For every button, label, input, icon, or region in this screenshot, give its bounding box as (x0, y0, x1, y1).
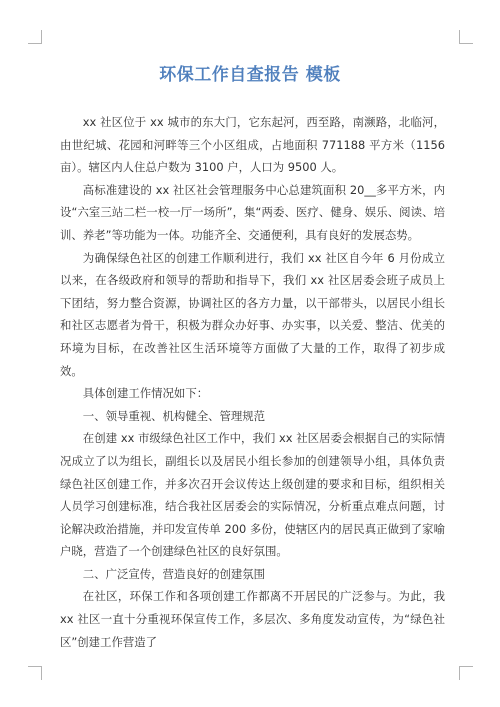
document-body (60, 111, 445, 653)
corner-crop-mark-top-left (28, 30, 42, 44)
paragraph-publicity: 在社区，环保工作和各项创建工作都离不开居民的广泛参与。为此，我 xx 社区一直十分重视环保宣传工作，多层次、多角度发动宣传，为“绿色社区”创建工作营造了 (60, 589, 445, 649)
paragraph-leadership: 在创建 xx 市级绿色社区工作中，我们 xx 社区居委会根据自己的实际情况成立了以为组长，副组长以及居民小组长参加的创建领导小组，具体负责绿色社区创建工作，并多次召开会议传达上级创建的要求和目标，组织相关人员学习创建标准，结合我社区居委会的实际情况，分析重点难点问题，讨论解决政治措施，并印发宣传单 200 多份，使辖区内的居民真正做到了家喻户晓，营造了一个创建绿色社区的良好氛围。 (60, 431, 445, 559)
paragraph-service-center: 高标准建设的 xx 社区社会管理服务中心总建筑面积 20__多平方米，内设“六室三站二栏一校一厅一场所”，集“两委、医疗、健身、娱乐、阅读、培训、养老”等功能为一体。功能齐全、交通便利，具有良好的发展态势。 (60, 182, 445, 242)
corner-crop-mark-bottom-left (28, 666, 42, 680)
paragraph-details-intro: 具体创建工作情况如下： (82, 386, 209, 401)
corner-crop-mark-top-right (459, 30, 473, 44)
paragraph-creation-work: 为确保绿色社区的创建工作顺利进行，我们 xx 社区自今年 6 月份成立以来，在各级政府和领导的帮助和指导下，我们 xx 社区居委会班子成员上下团结，努力整合资源，协调社区的各方力量，以干部带头，以居民小组长和社区志愿者为骨干，积极为群众办好事、办实事，以关爱、整洁、优美的环境为目标，在改善社区生活环境等方面做了大量的工作，取得了初步成效。 (60, 250, 445, 378)
corner-crop-mark-bottom-right (459, 666, 473, 680)
paragraph-community-overview: xx 社区位于 xx 城市的东大门，它东起河，西至路，南濒路，北临河，由世纪城、花园和河畔等三个小区组成，占地面积 771188 平方米（1156 亩）。辖区内人住总户数为 3100 户，人口为 9500 人。 (60, 115, 445, 175)
section-heading-leadership: 一、领导重视、机构健全、管理规范 (82, 408, 266, 423)
document-title: 环保工作自查报告 模板 (159, 65, 341, 85)
section-heading-publicity: 二、广泛宣传，营造良好的创建氛围 (82, 566, 266, 581)
